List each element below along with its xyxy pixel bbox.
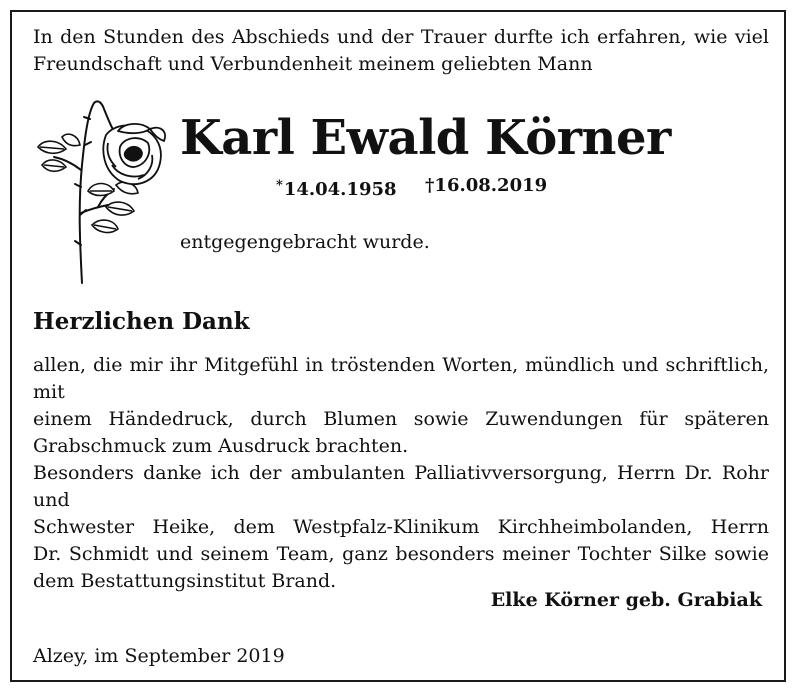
death-date: 16.08.2019 xyxy=(434,175,548,196)
thanks-line: dem Bestattungsinstitut Brand. xyxy=(33,570,337,592)
intro-tail: entgegengebracht wurde. xyxy=(180,231,430,253)
intro-paragraph xyxy=(33,24,769,78)
thanks-line: einem Händedruck, durch Blumen sowie Zuwendungen für späteren xyxy=(33,408,769,430)
deceased-name: Karl Ewald Körner xyxy=(180,110,671,166)
intro-line-1: In den Stunden des Abschieds und der Trauer durfte ich erfahren, wie viel xyxy=(33,26,769,48)
thanks-paragraph xyxy=(33,352,769,595)
thanks-heading: Herzlichen Dank xyxy=(33,308,250,335)
thanks-line: Besonders danke ich der ambulanten Palliativversorgung, Herrn Dr. Rohr und xyxy=(33,462,769,511)
intro-line-2: Freundschaft und Verbundenheit meinem geliebten Mann xyxy=(33,53,593,75)
birth-date: 14.04.1958 xyxy=(283,179,397,200)
signature: Elke Körner geb. Grabiak xyxy=(490,589,762,611)
rose-icon xyxy=(28,95,173,285)
birth-date-group xyxy=(276,175,397,201)
thanks-line: Grabschmuck zum Ausdruck brachten. xyxy=(33,435,409,457)
thanks-line: Schwester Heike, dem Westpfalz-Klinikum Kirchheimbolanden, Herrn xyxy=(33,516,769,538)
birth-symbol: * xyxy=(276,178,283,193)
thanks-line: Dr. Schmidt und seinem Team, ganz besonders meiner Tochter Silke sowie xyxy=(33,543,769,565)
thanks-line: allen, die mir ihr Mitgefühl in tröstenden Worten, mündlich und schriftlich, mit xyxy=(33,354,769,403)
death-date-group xyxy=(425,175,547,197)
place-date: Alzey, im September 2019 xyxy=(33,645,285,667)
death-symbol: † xyxy=(425,175,435,196)
